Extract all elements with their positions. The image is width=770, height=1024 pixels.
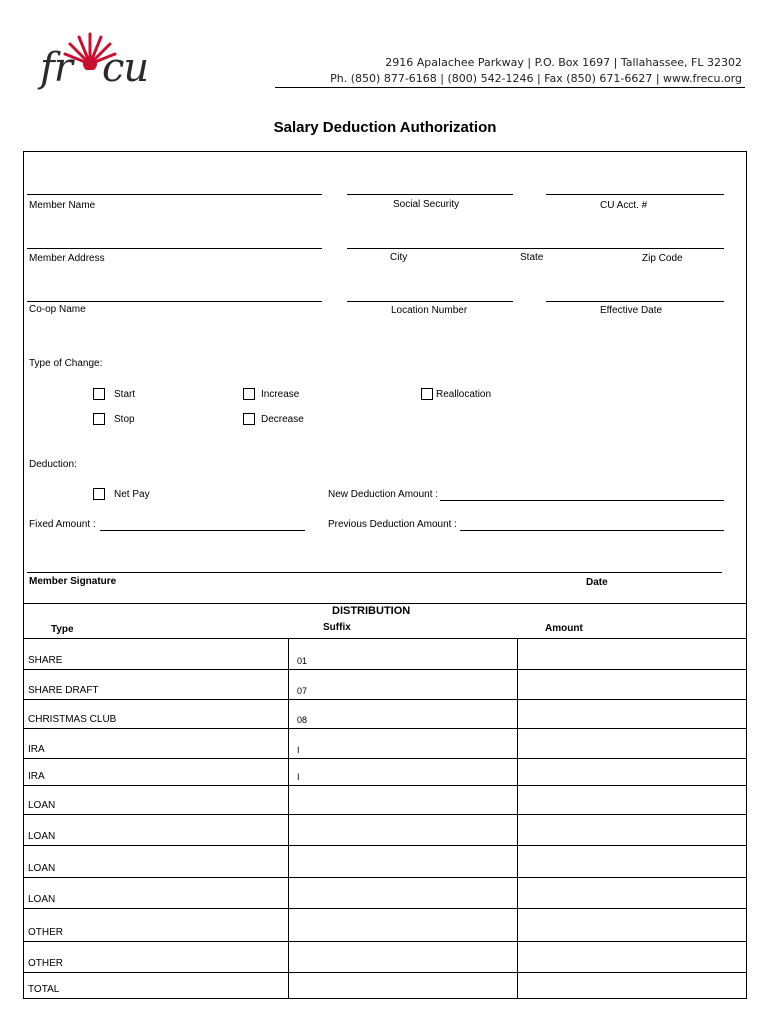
fixed-amount-label: Fixed Amount : (29, 519, 96, 530)
row-amount-cell[interactable] (518, 941, 746, 972)
row-type: TOTAL (28, 984, 60, 995)
signature-field[interactable] (27, 572, 722, 573)
member-address-field[interactable] (27, 248, 322, 249)
row-type: OTHER (28, 958, 63, 969)
member-signature-label: Member Signature (29, 576, 117, 587)
table-row (23, 845, 747, 877)
social-security-field[interactable] (347, 194, 513, 195)
increase-label: Increase (261, 389, 300, 400)
table-row (23, 699, 747, 728)
row-amount-cell[interactable] (518, 845, 746, 877)
member-address-label: Member Address (29, 253, 105, 264)
row-amount-cell[interactable] (518, 877, 746, 908)
row-amount-cell[interactable] (518, 699, 746, 728)
table-row (23, 972, 747, 998)
row-amount-cell[interactable] (518, 972, 746, 998)
table-row (23, 669, 747, 699)
row-suffix: I (297, 745, 300, 755)
form-box (23, 151, 747, 604)
row-amount-cell[interactable] (518, 669, 746, 699)
table-row (23, 814, 747, 845)
logo-text-right: cu (102, 45, 149, 91)
col-type-header: Type (51, 624, 74, 635)
address-line: 2916 Apalachee Parkway | P.O. Box 1697 | Tallahassee, FL 32302 (385, 56, 742, 69)
type-of-change-label: Type of Change: (29, 358, 103, 369)
row-amount-cell[interactable] (518, 758, 746, 785)
row-type: SHARE (28, 655, 63, 666)
decrease-checkbox[interactable] (243, 413, 255, 425)
col-suffix-header: Suffix (323, 622, 351, 633)
zip-code-label: Zip Code (642, 253, 683, 264)
row-type: SHARE DRAFT (28, 685, 99, 696)
net-pay-checkbox[interactable] (93, 488, 105, 500)
row-type: LOAN (28, 863, 56, 874)
row-type: OTHER (28, 927, 63, 938)
logo-text-left: fr (40, 45, 72, 91)
start-label: Start (114, 389, 136, 400)
previous-deduction-amount-field[interactable] (460, 530, 724, 531)
header-rule (275, 87, 745, 88)
row-suffix: 07 (297, 686, 308, 696)
new-deduction-amount-label: New Deduction Amount : (328, 489, 439, 500)
coop-name-field[interactable] (27, 301, 322, 302)
row-type: LOAN (28, 894, 56, 905)
cu-acct-label: CU Acct. # (600, 200, 648, 211)
previous-deduction-amount-label: Previous Deduction Amount : (328, 519, 457, 530)
row-amount-cell[interactable] (518, 728, 746, 758)
row-amount-cell[interactable] (518, 814, 746, 845)
row-suffix: 01 (297, 656, 308, 666)
location-number-label: Location Number (391, 305, 468, 316)
col-amount-header: Amount (545, 623, 583, 634)
row-suffix: 08 (297, 715, 308, 725)
row-type: IRA (28, 771, 45, 782)
city-state-zip-field[interactable] (347, 248, 724, 249)
row-type: LOAN (28, 800, 56, 811)
city-label: City (390, 252, 408, 263)
net-pay-label: Net Pay (114, 489, 150, 500)
fixed-amount-field[interactable] (100, 530, 305, 531)
table-row (23, 908, 747, 941)
table-row (23, 758, 747, 785)
contact-line: Ph. (850) 877-6168 | (800) 542-1246 | Fax (850) 671-6627 | www.frecu.org (330, 72, 742, 85)
deduction-label: Deduction: (29, 459, 77, 470)
table-row (23, 785, 747, 814)
stop-label: Stop (114, 414, 135, 425)
cu-acct-field[interactable] (546, 194, 724, 195)
effective-date-field[interactable] (546, 301, 724, 302)
reallocation-label: Reallocation (436, 389, 492, 400)
start-checkbox[interactable] (93, 388, 105, 400)
effective-date-label: Effective Date (600, 305, 663, 316)
row-amount-cell[interactable] (518, 908, 746, 941)
row-type: IRA (28, 744, 45, 755)
member-name-label: Member Name (29, 200, 96, 211)
table-row (23, 638, 747, 669)
coop-name-label: Co-op Name (29, 304, 86, 315)
row-type: CHRISTMAS CLUB (28, 714, 117, 725)
table-row (23, 728, 747, 758)
state-label: State (520, 252, 544, 263)
social-security-label: Social Security (393, 199, 460, 210)
increase-checkbox[interactable] (243, 388, 255, 400)
decrease-label: Decrease (261, 414, 304, 425)
row-suffix: I (297, 772, 300, 782)
row-amount-cell[interactable] (518, 638, 746, 669)
row-amount-cell[interactable] (518, 785, 746, 814)
page-title: Salary Deduction Authorization (273, 119, 497, 136)
new-deduction-amount-field[interactable] (440, 500, 724, 501)
table-row (23, 941, 747, 972)
table-row (23, 877, 747, 908)
date-label: Date (586, 577, 608, 588)
distribution-title: DISTRIBUTION (332, 605, 411, 617)
reallocation-checkbox[interactable] (421, 388, 433, 400)
location-number-field[interactable] (347, 301, 513, 302)
stop-checkbox[interactable] (93, 413, 105, 425)
member-name-field[interactable] (27, 194, 322, 195)
row-type: LOAN (28, 831, 56, 842)
